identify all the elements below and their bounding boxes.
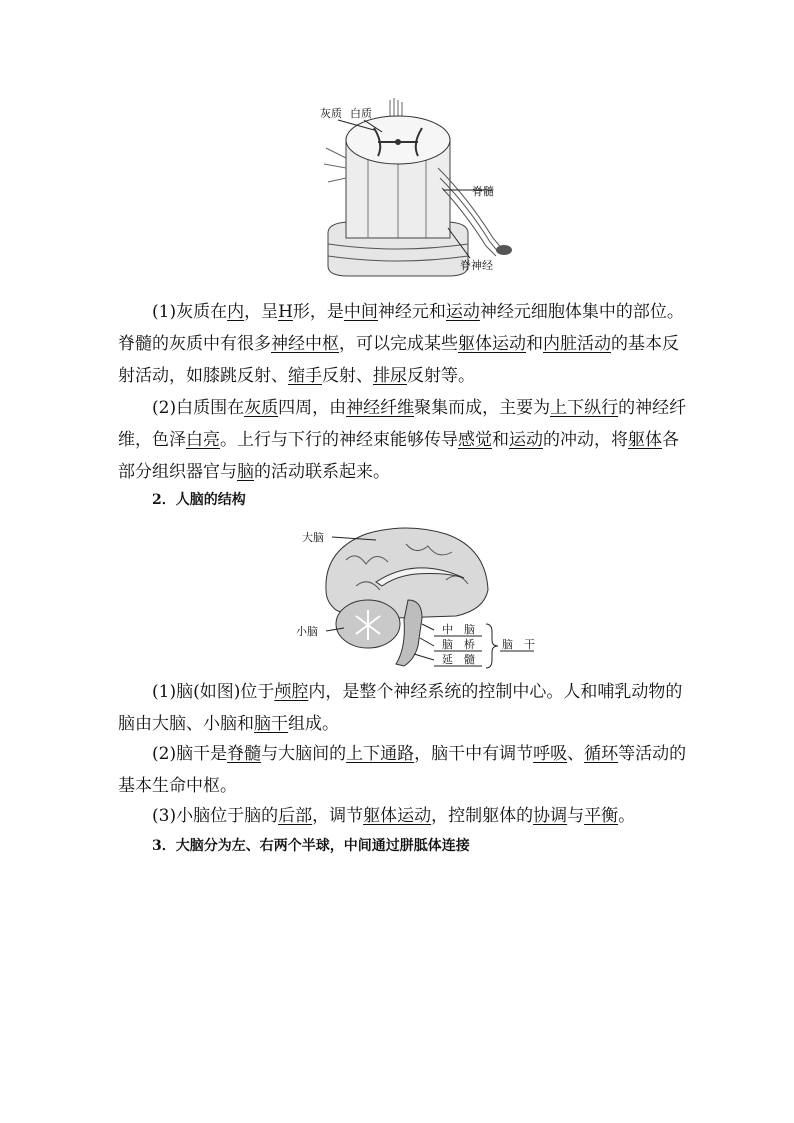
section-heading-brain-structure: 2．人脑的结构 [152, 492, 246, 508]
pons-label: 脑 桥 [442, 638, 475, 651]
brainstem-label: 脑 干 [502, 638, 535, 651]
midbrain-label: 中 脑 [442, 623, 475, 636]
white-matter-label: 白质 [350, 107, 372, 120]
section-heading-hemispheres: 3．大脑分为左、右两个半球，中间通过胼胝体连接 [152, 838, 470, 854]
spinal-cord-label: 脊髓 [472, 185, 494, 198]
paragraph-brainstem: (2)脑干是脊髓与大脑间的上下通路，脑干中有调节呼吸、循环等活动的基本生命中枢。 [118, 744, 687, 796]
gray-matter-label: 灰质 [320, 107, 342, 120]
cerebellum-label: 小脑 [296, 625, 318, 638]
medulla-label: 延 髓 [442, 653, 475, 666]
paragraph-cerebellum: (3)小脑位于脑的后部，调节躯体运动，控制躯体的协调与平衡。 [152, 806, 636, 826]
spinal-nerve-label: 脊神经 [460, 259, 493, 272]
paragraph-white-matter: (2)白质围在灰质四周，由神经纤维聚集而成，主要为上下纵行的神经纤维，色泽白亮。上行与下行的神经束能够传导感觉和运动的冲动，将躯体各部分组织器官与脑的活动联系起来。 [118, 398, 687, 482]
brain-figure [296, 520, 536, 670]
spinal-cord-figure [318, 98, 518, 280]
paragraph-gray-matter: (1)灰质在内，呈H形，是中间神经元和运动神经元细胞体集中的部位。脊髓的灰质中有很多神经中枢，可以完成某些躯体运动和内脏活动的基本反射活动，如膝跳反射、缩手反射、排尿反射等。 [118, 302, 684, 386]
cerebrum-label: 大脑 [302, 531, 324, 544]
brain-illustration [296, 520, 536, 670]
paragraph-brain-location: (1)脑(如图)位于颅腔内，是整个神经系统的控制中心。人和哺乳动物的脑由大脑、小脑和脑干组成。 [118, 682, 683, 734]
